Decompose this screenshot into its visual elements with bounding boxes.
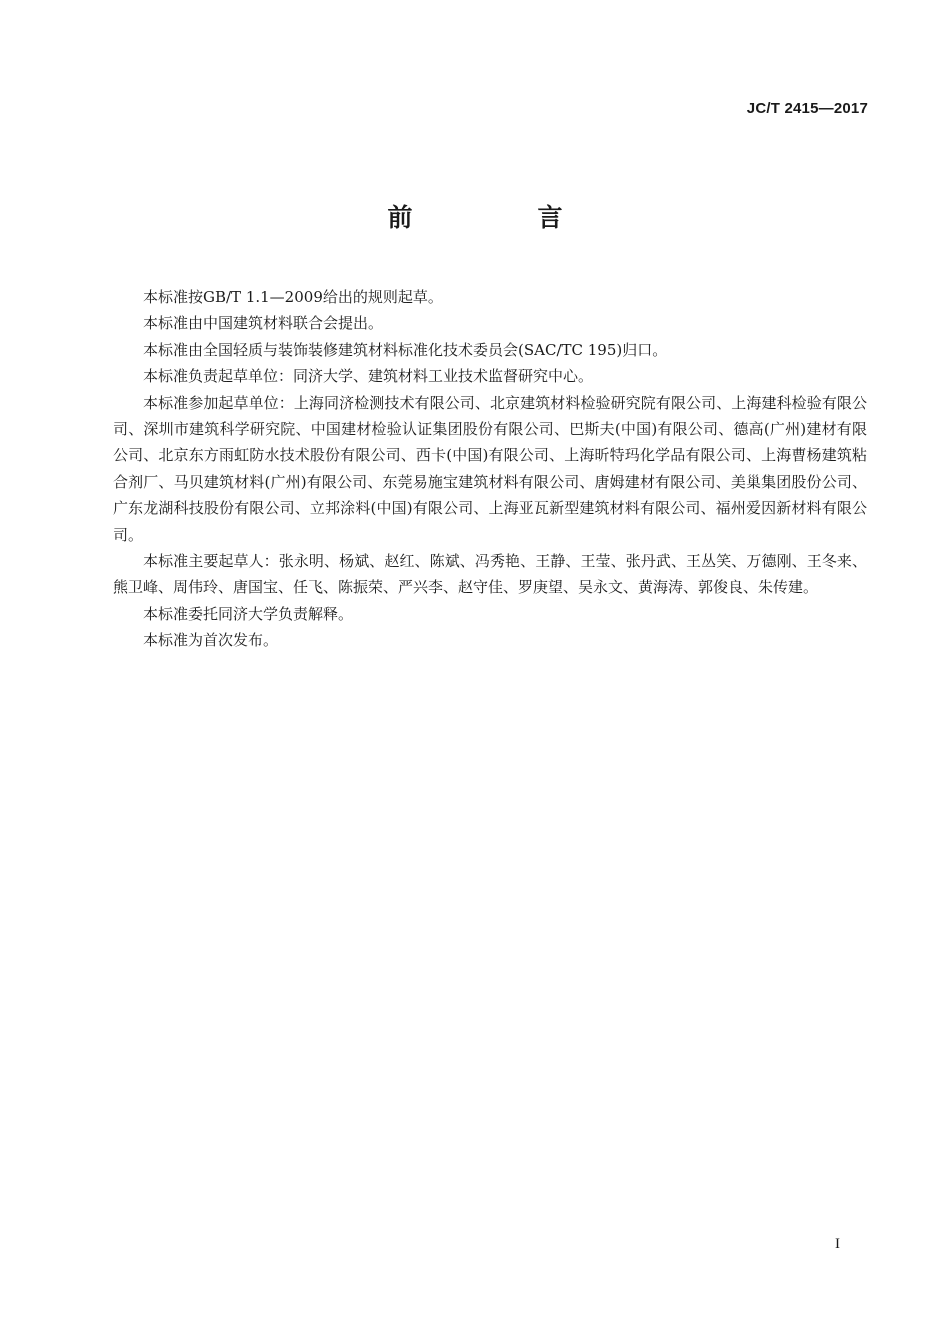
foreword-body [113, 284, 867, 654]
paragraph-proposer: 本标准由中国建筑材料联合会提出。 [143, 314, 384, 333]
page-number: I [835, 1236, 840, 1252]
paragraph-technical-committee: 本标准由全国轻质与装饰装修建筑材料标准化技术委员会(SAC/TC 195)归口。 [143, 340, 668, 359]
paragraph-interpretation: 本标准委托同济大学负责解释。 [143, 604, 354, 623]
paragraph-first-release: 本标准为首次发布。 [143, 631, 279, 650]
paragraph-main-drafters: 本标准主要起草人：张永明、杨斌、赵红、陈斌、冯秀艳、王静、王莹、张丹武、王丛笑、万德刚、王冬来、熊卫峰、周伟玲、唐国宝、任飞、陈振荣、严兴李、赵守佳、罗庚望、吴永文、黄海涛、郭俊良、朱传建。 [113, 552, 867, 597]
paragraph-drafting-rules: 本标准按GB/T 1.1—2009给出的规则起草。 [143, 288, 443, 306]
standard-number: JC/T 2415—2017 [746, 100, 868, 117]
page-title: 前 言 [387, 203, 613, 232]
paragraph-participating-drafters: 本标准参加起草单位：上海同济检测技术有限公司、北京建筑材料检验研究院有限公司、上海建科检验有限公司、深圳市建筑科学研究院、中国建材检验认证集团股份有限公司、巴斯夫(中国)有限公司、德高(广州)建材有限公司、北京东方雨虹防水技术股份有限公司、西卡(中国)有限公司、上海昕特玛化学品有限公司、上海曹杨建筑粘合剂厂、马贝建筑材料(广州)有限公司、东莞易施宝建筑材料有限公司、唐姆建材有限公司、美巢集团股份公司、广东龙湖科技股份有限公司、立邦涂料(中国)有限公司、上海亚瓦新型建筑材料有限公司、福州爱因新材料有限公司。 [113, 393, 867, 544]
paragraph-responsible-drafters: 本标准负责起草单位：同济大学、建筑材料工业技术监督研究中心。 [143, 367, 594, 386]
